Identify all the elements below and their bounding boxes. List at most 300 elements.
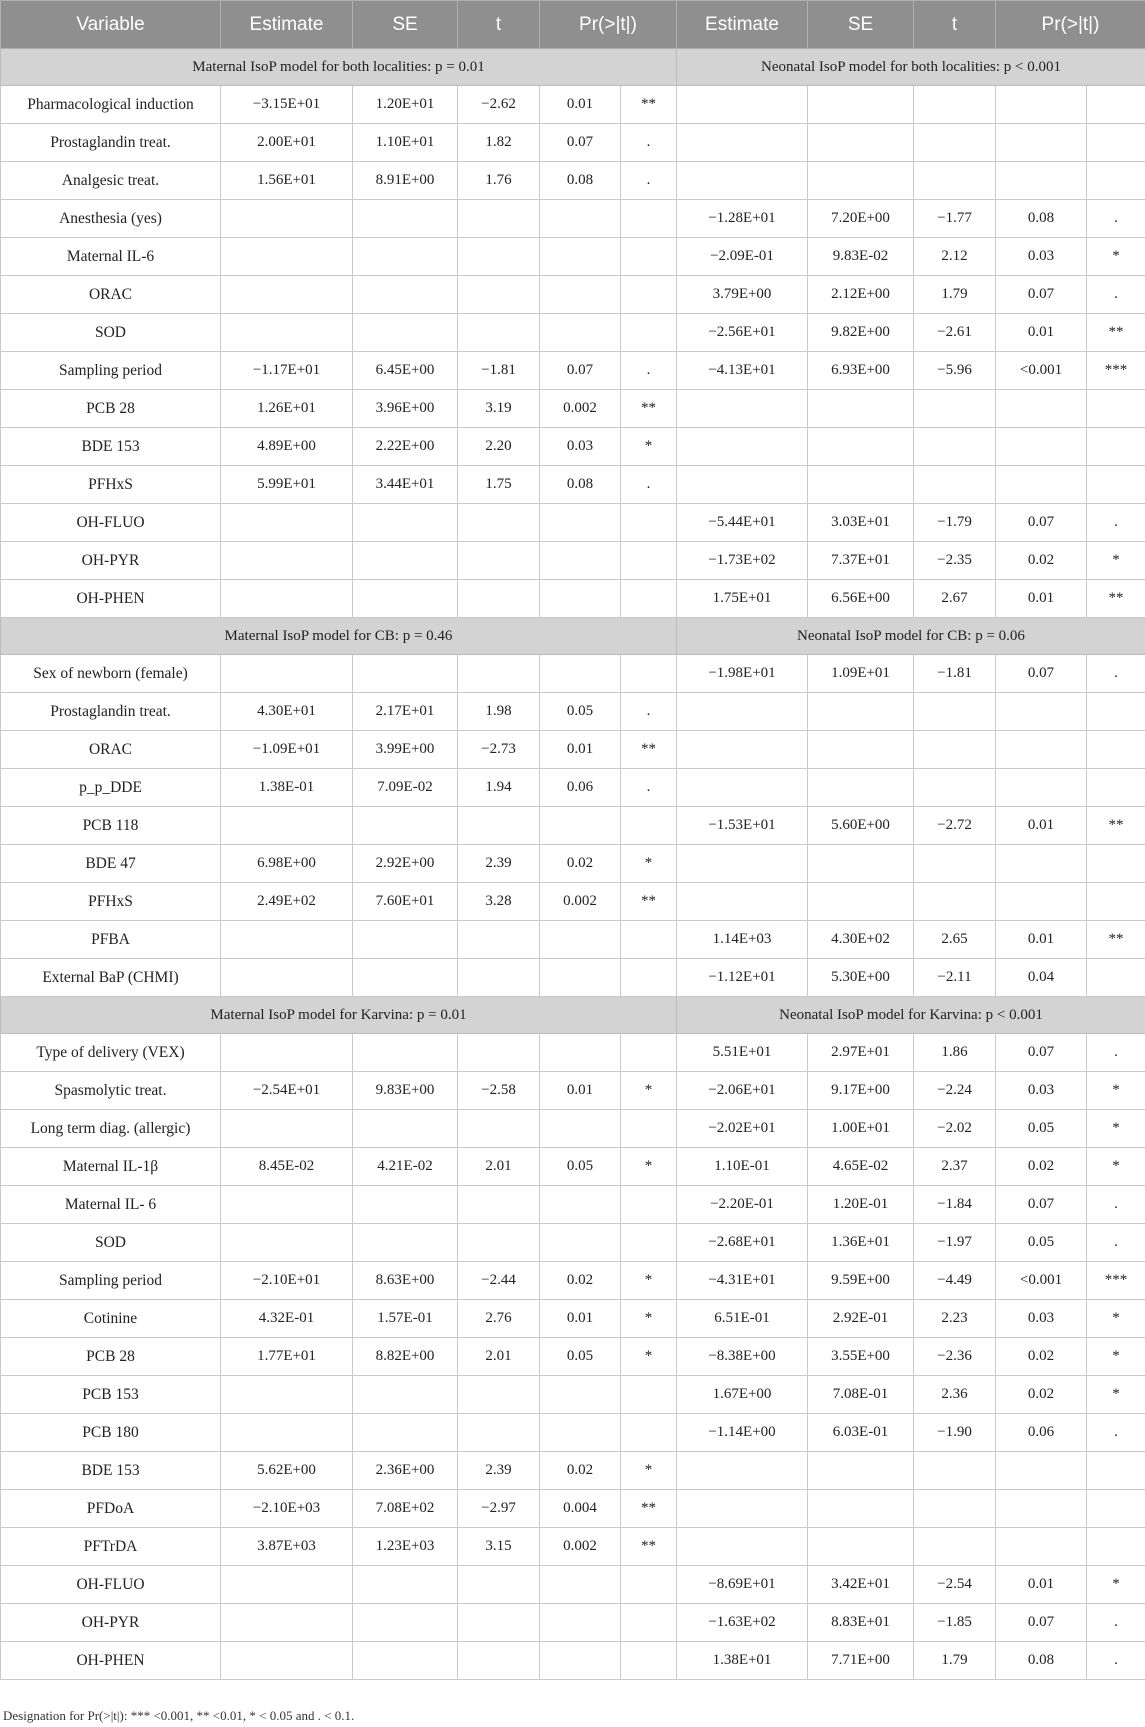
maternal-p-cell: 0.07 [540,352,621,390]
table-row [1,1224,1145,1262]
maternal-se-cell: 3.96E+00 [353,390,458,428]
neonatal-p-cell: 0.08 [996,1642,1087,1680]
neonatal-t-cell: −2.02 [914,1110,996,1148]
neonatal-t-cell [914,731,996,769]
neonatal-estimate-cell: −2.02E+01 [677,1110,808,1148]
table-row [1,1300,1145,1338]
neonatal-p-cell [996,883,1087,921]
neonatal-p-cell [996,731,1087,769]
maternal-signif-cell: . [621,769,677,807]
maternal-t-cell [458,1110,540,1148]
neonatal-t-cell [914,390,996,428]
maternal-p-cell [540,1186,621,1224]
table-row [1,1110,1145,1148]
neonatal-estimate-cell: −1.12E+01 [677,959,808,997]
table-row [1,1642,1145,1680]
maternal-signif-cell [621,807,677,845]
maternal-estimate-cell: −3.15E+01 [221,86,353,124]
variable-cell: BDE 153 [1,1452,221,1490]
maternal-estimate-cell: 4.89E+00 [221,428,353,466]
neonatal-p-cell [996,693,1087,731]
variable-cell: External BaP (CHMI) [1,959,221,997]
maternal-signif-cell [621,1376,677,1414]
maternal-t-cell [458,921,540,959]
maternal-t-cell [458,1566,540,1604]
neonatal-signif-cell [1087,883,1145,921]
maternal-signif-cell: ** [621,731,677,769]
neonatal-p-cell: 0.01 [996,921,1087,959]
maternal-model-title: Maternal IsoP model for both localities: p = 0.01 [1,49,677,86]
neonatal-model-title: Neonatal IsoP model for Karvina: p < 0.001 [677,997,1145,1034]
maternal-estimate-cell [221,1604,353,1642]
neonatal-p-cell: 0.07 [996,1604,1087,1642]
maternal-se-cell [353,1110,458,1148]
table-row [1,693,1145,731]
table-row [1,390,1145,428]
table-row [1,86,1145,124]
neonatal-t-cell: 1.79 [914,276,996,314]
table-row [1,1338,1145,1376]
maternal-se-cell: 8.82E+00 [353,1338,458,1376]
neonatal-se-cell [808,769,914,807]
table-row [1,314,1145,352]
neonatal-signif-cell [1087,731,1145,769]
maternal-estimate-cell: 2.00E+01 [221,124,353,162]
maternal-signif-cell: ** [621,390,677,428]
neonatal-se-cell [808,1490,914,1528]
neonatal-p-cell [996,390,1087,428]
neonatal-t-cell: −2.72 [914,807,996,845]
neonatal-se-cell: 5.60E+00 [808,807,914,845]
maternal-estimate-cell [221,959,353,997]
variable-cell: Anesthesia (yes) [1,200,221,238]
maternal-estimate-cell: 6.98E+00 [221,845,353,883]
maternal-signif-cell: . [621,352,677,390]
neonatal-p-cell: 0.03 [996,1300,1087,1338]
maternal-signif-cell: * [621,1338,677,1376]
maternal-p-cell: 0.08 [540,162,621,200]
neonatal-se-cell: 3.03E+01 [808,504,914,542]
neonatal-se-cell: 1.00E+01 [808,1110,914,1148]
neonatal-se-cell: 7.71E+00 [808,1642,914,1680]
variable-cell: ORAC [1,276,221,314]
neonatal-estimate-cell [677,1528,808,1566]
variable-cell: p_p_DDE [1,769,221,807]
neonatal-estimate-cell: 5.51E+01 [677,1034,808,1072]
variable-cell: OH-PHEN [1,1642,221,1680]
maternal-se-cell [353,238,458,276]
maternal-p-cell [540,1110,621,1148]
neonatal-estimate-cell: −8.38E+00 [677,1338,808,1376]
maternal-se-cell: 2.92E+00 [353,845,458,883]
neonatal-signif-cell: . [1087,655,1145,693]
neonatal-se-cell: 7.08E-01 [808,1376,914,1414]
variable-cell: Maternal IL-6 [1,238,221,276]
neonatal-estimate-cell: −1.98E+01 [677,655,808,693]
maternal-t-cell: 2.76 [458,1300,540,1338]
maternal-signif-cell [621,1642,677,1680]
neonatal-p-cell: 0.02 [996,542,1087,580]
neonatal-estimate-cell [677,1490,808,1528]
neonatal-t-cell [914,86,996,124]
maternal-signif-cell: . [621,693,677,731]
maternal-se-cell [353,1224,458,1262]
variable-cell: PFTrDA [1,1528,221,1566]
maternal-signif-cell: ** [621,1528,677,1566]
maternal-t-cell [458,580,540,618]
table-row [1,1072,1145,1110]
neonatal-signif-cell: . [1087,1224,1145,1262]
maternal-se-cell: 1.10E+01 [353,124,458,162]
maternal-model-title: Maternal IsoP model for Karvina: p = 0.01 [1,997,677,1034]
neonatal-se-cell [808,124,914,162]
neonatal-t-cell: 2.67 [914,580,996,618]
neonatal-p-cell: 0.03 [996,1072,1087,1110]
maternal-p-cell [540,1642,621,1680]
maternal-t-cell: −2.62 [458,86,540,124]
neonatal-t-cell: −1.90 [914,1414,996,1452]
neonatal-p-cell: 0.01 [996,1566,1087,1604]
neonatal-se-cell: 7.37E+01 [808,542,914,580]
maternal-t-cell: 3.15 [458,1528,540,1566]
neonatal-p-cell: 0.07 [996,1034,1087,1072]
neonatal-p-cell: 0.07 [996,276,1087,314]
maternal-t-cell [458,238,540,276]
table-body [1,49,1145,1680]
maternal-p-cell: 0.01 [540,731,621,769]
maternal-p-cell [540,276,621,314]
maternal-estimate-cell: 3.87E+03 [221,1528,353,1566]
maternal-signif-cell [621,580,677,618]
table-row [1,769,1145,807]
maternal-signif-cell [621,504,677,542]
variable-cell: OH-PYR [1,1604,221,1642]
variable-cell: SOD [1,1224,221,1262]
maternal-estimate-cell [221,580,353,618]
neonatal-t-cell: 1.86 [914,1034,996,1072]
neonatal-t-cell: 2.65 [914,921,996,959]
maternal-estimate-cell [221,276,353,314]
maternal-estimate-cell [221,238,353,276]
maternal-se-cell: 8.63E+00 [353,1262,458,1300]
maternal-p-cell [540,238,621,276]
neonatal-p-cell [996,466,1087,504]
maternal-se-cell [353,921,458,959]
neonatal-estimate-cell: 6.51E-01 [677,1300,808,1338]
neonatal-estimate-cell [677,769,808,807]
neonatal-p-cell: 0.05 [996,1224,1087,1262]
neonatal-se-cell: 9.59E+00 [808,1262,914,1300]
neonatal-se-cell [808,390,914,428]
maternal-p-cell: 0.01 [540,1072,621,1110]
neonatal-t-cell: −2.36 [914,1338,996,1376]
neonatal-signif-cell [1087,390,1145,428]
maternal-estimate-cell [221,655,353,693]
maternal-t-cell [458,655,540,693]
header-maternal-p: Pr(>|t|) [540,1,677,49]
neonatal-t-cell [914,1452,996,1490]
maternal-t-cell [458,959,540,997]
neonatal-estimate-cell [677,390,808,428]
maternal-signif-cell [621,314,677,352]
neonatal-signif-cell: *** [1087,1262,1145,1300]
neonatal-t-cell [914,1490,996,1528]
neonatal-se-cell [808,845,914,883]
variable-cell: ORAC [1,731,221,769]
neonatal-estimate-cell: −2.09E-01 [677,238,808,276]
maternal-t-cell: 2.39 [458,845,540,883]
neonatal-se-cell [808,1528,914,1566]
neonatal-p-cell: 0.08 [996,200,1087,238]
table-row [1,1148,1145,1186]
maternal-signif-cell [621,1414,677,1452]
neonatal-signif-cell [1087,466,1145,504]
maternal-p-cell: 0.05 [540,693,621,731]
neonatal-se-cell [808,693,914,731]
maternal-t-cell: 2.39 [458,1452,540,1490]
neonatal-estimate-cell [677,428,808,466]
maternal-p-cell: 0.02 [540,1262,621,1300]
maternal-se-cell [353,655,458,693]
neonatal-p-cell: 0.04 [996,959,1087,997]
maternal-se-cell: 2.17E+01 [353,693,458,731]
neonatal-se-cell: 4.65E-02 [808,1148,914,1186]
neonatal-se-cell [808,86,914,124]
neonatal-t-cell [914,466,996,504]
neonatal-se-cell: 1.36E+01 [808,1224,914,1262]
maternal-estimate-cell: 1.77E+01 [221,1338,353,1376]
maternal-t-cell: 1.98 [458,693,540,731]
neonatal-estimate-cell: −4.31E+01 [677,1262,808,1300]
neonatal-t-cell: 2.36 [914,1376,996,1414]
neonatal-p-cell: 0.01 [996,314,1087,352]
maternal-p-cell [540,807,621,845]
table-row [1,200,1145,238]
maternal-estimate-cell: 4.32E-01 [221,1300,353,1338]
neonatal-estimate-cell: 3.79E+00 [677,276,808,314]
header-neonatal-estimate: Estimate [677,1,808,49]
neonatal-estimate-cell [677,883,808,921]
neonatal-signif-cell [1087,162,1145,200]
neonatal-se-cell: 2.97E+01 [808,1034,914,1072]
maternal-p-cell: 0.05 [540,1148,621,1186]
maternal-p-cell: 0.02 [540,1452,621,1490]
maternal-signif-cell: * [621,1262,677,1300]
neonatal-t-cell [914,162,996,200]
neonatal-estimate-cell: −2.06E+01 [677,1072,808,1110]
neonatal-t-cell [914,124,996,162]
table-row [1,921,1145,959]
variable-cell: OH-PYR [1,542,221,580]
maternal-signif-cell [621,959,677,997]
maternal-se-cell [353,1642,458,1680]
maternal-signif-cell [621,238,677,276]
maternal-signif-cell: ** [621,883,677,921]
table-row [1,352,1145,390]
maternal-se-cell: 7.09E-02 [353,769,458,807]
maternal-se-cell [353,1604,458,1642]
maternal-signif-cell [621,1224,677,1262]
maternal-estimate-cell [221,1376,353,1414]
neonatal-t-cell: −1.97 [914,1224,996,1262]
variable-cell: OH-FLUO [1,1566,221,1604]
maternal-p-cell [540,959,621,997]
maternal-signif-cell [621,1566,677,1604]
table-row [1,238,1145,276]
table-row [1,883,1145,921]
variable-cell: BDE 153 [1,428,221,466]
maternal-se-cell: 6.45E+00 [353,352,458,390]
neonatal-estimate-cell [677,731,808,769]
neonatal-p-cell [996,1528,1087,1566]
maternal-t-cell: 1.76 [458,162,540,200]
maternal-p-cell [540,1604,621,1642]
neonatal-estimate-cell: 1.75E+01 [677,580,808,618]
neonatal-signif-cell: . [1087,1034,1145,1072]
maternal-estimate-cell: 2.49E+02 [221,883,353,921]
maternal-estimate-cell: 5.62E+00 [221,1452,353,1490]
neonatal-p-cell: 0.07 [996,1186,1087,1224]
neonatal-se-cell: 1.09E+01 [808,655,914,693]
maternal-se-cell [353,959,458,997]
section-header-row [1,618,1145,655]
maternal-se-cell [353,807,458,845]
maternal-signif-cell: ** [621,86,677,124]
neonatal-t-cell: −5.96 [914,352,996,390]
maternal-estimate-cell [221,314,353,352]
neonatal-estimate-cell: −2.20E-01 [677,1186,808,1224]
maternal-p-cell: 0.01 [540,86,621,124]
maternal-estimate-cell [221,1034,353,1072]
neonatal-p-cell [996,1490,1087,1528]
maternal-p-cell: 0.002 [540,883,621,921]
variable-cell: PCB 118 [1,807,221,845]
neonatal-se-cell: 4.30E+02 [808,921,914,959]
neonatal-t-cell [914,428,996,466]
maternal-t-cell [458,542,540,580]
variable-cell: Spasmolytic treat. [1,1072,221,1110]
neonatal-signif-cell: . [1087,1414,1145,1452]
neonatal-se-cell [808,466,914,504]
neonatal-estimate-cell [677,845,808,883]
maternal-signif-cell [621,1186,677,1224]
neonatal-se-cell: 1.20E-01 [808,1186,914,1224]
maternal-estimate-cell: 1.26E+01 [221,390,353,428]
maternal-p-cell [540,1034,621,1072]
variable-cell: Type of delivery (VEX) [1,1034,221,1072]
variable-cell: Pharmacological induction [1,86,221,124]
neonatal-se-cell: 9.83E-02 [808,238,914,276]
neonatal-p-cell: <0.001 [996,352,1087,390]
maternal-se-cell: 7.60E+01 [353,883,458,921]
variable-cell: Maternal IL-1β [1,1148,221,1186]
variable-cell: OH-PHEN [1,580,221,618]
maternal-t-cell: 2.01 [458,1148,540,1186]
maternal-t-cell [458,1642,540,1680]
neonatal-se-cell: 3.42E+01 [808,1566,914,1604]
neonatal-estimate-cell: 1.38E+01 [677,1642,808,1680]
maternal-p-cell: 0.03 [540,428,621,466]
neonatal-t-cell: 2.37 [914,1148,996,1186]
neonatal-t-cell: −1.84 [914,1186,996,1224]
table-row [1,1566,1145,1604]
neonatal-signif-cell: . [1087,1604,1145,1642]
maternal-signif-cell [621,655,677,693]
variable-cell: BDE 47 [1,845,221,883]
maternal-p-cell: 0.002 [540,390,621,428]
neonatal-se-cell: 7.20E+00 [808,200,914,238]
maternal-signif-cell: * [621,1300,677,1338]
neonatal-p-cell: 0.02 [996,1338,1087,1376]
neonatal-signif-cell: ** [1087,314,1145,352]
header-maternal-estimate: Estimate [221,1,353,49]
neonatal-t-cell: −2.35 [914,542,996,580]
neonatal-signif-cell [1087,1490,1145,1528]
maternal-se-cell: 1.57E-01 [353,1300,458,1338]
maternal-se-cell [353,1566,458,1604]
maternal-t-cell: −2.58 [458,1072,540,1110]
neonatal-t-cell: −2.24 [914,1072,996,1110]
table-row [1,504,1145,542]
maternal-t-cell: 1.75 [458,466,540,504]
neonatal-se-cell [808,883,914,921]
maternal-se-cell [353,1034,458,1072]
neonatal-p-cell: 0.01 [996,580,1087,618]
maternal-signif-cell: * [621,1452,677,1490]
neonatal-estimate-cell [677,162,808,200]
maternal-p-cell: 0.06 [540,769,621,807]
maternal-signif-cell: * [621,845,677,883]
table-row [1,807,1145,845]
table-row [1,845,1145,883]
table-row [1,1490,1145,1528]
variable-cell: SOD [1,314,221,352]
maternal-estimate-cell: −2.10E+03 [221,1490,353,1528]
neonatal-estimate-cell: −1.73E+02 [677,542,808,580]
neonatal-signif-cell [1087,845,1145,883]
neonatal-signif-cell: *** [1087,352,1145,390]
variable-cell: PFHxS [1,466,221,504]
neonatal-p-cell: 0.07 [996,655,1087,693]
neonatal-estimate-cell: −8.69E+01 [677,1566,808,1604]
neonatal-signif-cell: ** [1087,580,1145,618]
table-row [1,580,1145,618]
neonatal-signif-cell: ** [1087,807,1145,845]
neonatal-signif-cell [1087,86,1145,124]
maternal-signif-cell: * [621,428,677,466]
neonatal-signif-cell: * [1087,542,1145,580]
neonatal-p-cell: <0.001 [996,1262,1087,1300]
variable-cell: Sex of newborn (female) [1,655,221,693]
neonatal-estimate-cell: 1.67E+00 [677,1376,808,1414]
footnote: Designation for Pr(>|t|): *** <0.001, ** <0.01, * < 0.05 and . < 0.1. [3,1708,355,1723]
maternal-t-cell [458,200,540,238]
maternal-estimate-cell [221,1110,353,1148]
variable-cell: Long term diag. (allergic) [1,1110,221,1148]
maternal-estimate-cell: −2.54E+01 [221,1072,353,1110]
maternal-estimate-cell: 5.99E+01 [221,466,353,504]
maternal-t-cell [458,807,540,845]
header-variable: Variable [1,1,221,49]
neonatal-estimate-cell: −5.44E+01 [677,504,808,542]
neonatal-p-cell: 0.02 [996,1148,1087,1186]
maternal-signif-cell: . [621,162,677,200]
maternal-estimate-cell [221,1642,353,1680]
maternal-t-cell: 3.19 [458,390,540,428]
header-maternal-se: SE [353,1,458,49]
header-row [1,1,1145,49]
maternal-se-cell [353,314,458,352]
